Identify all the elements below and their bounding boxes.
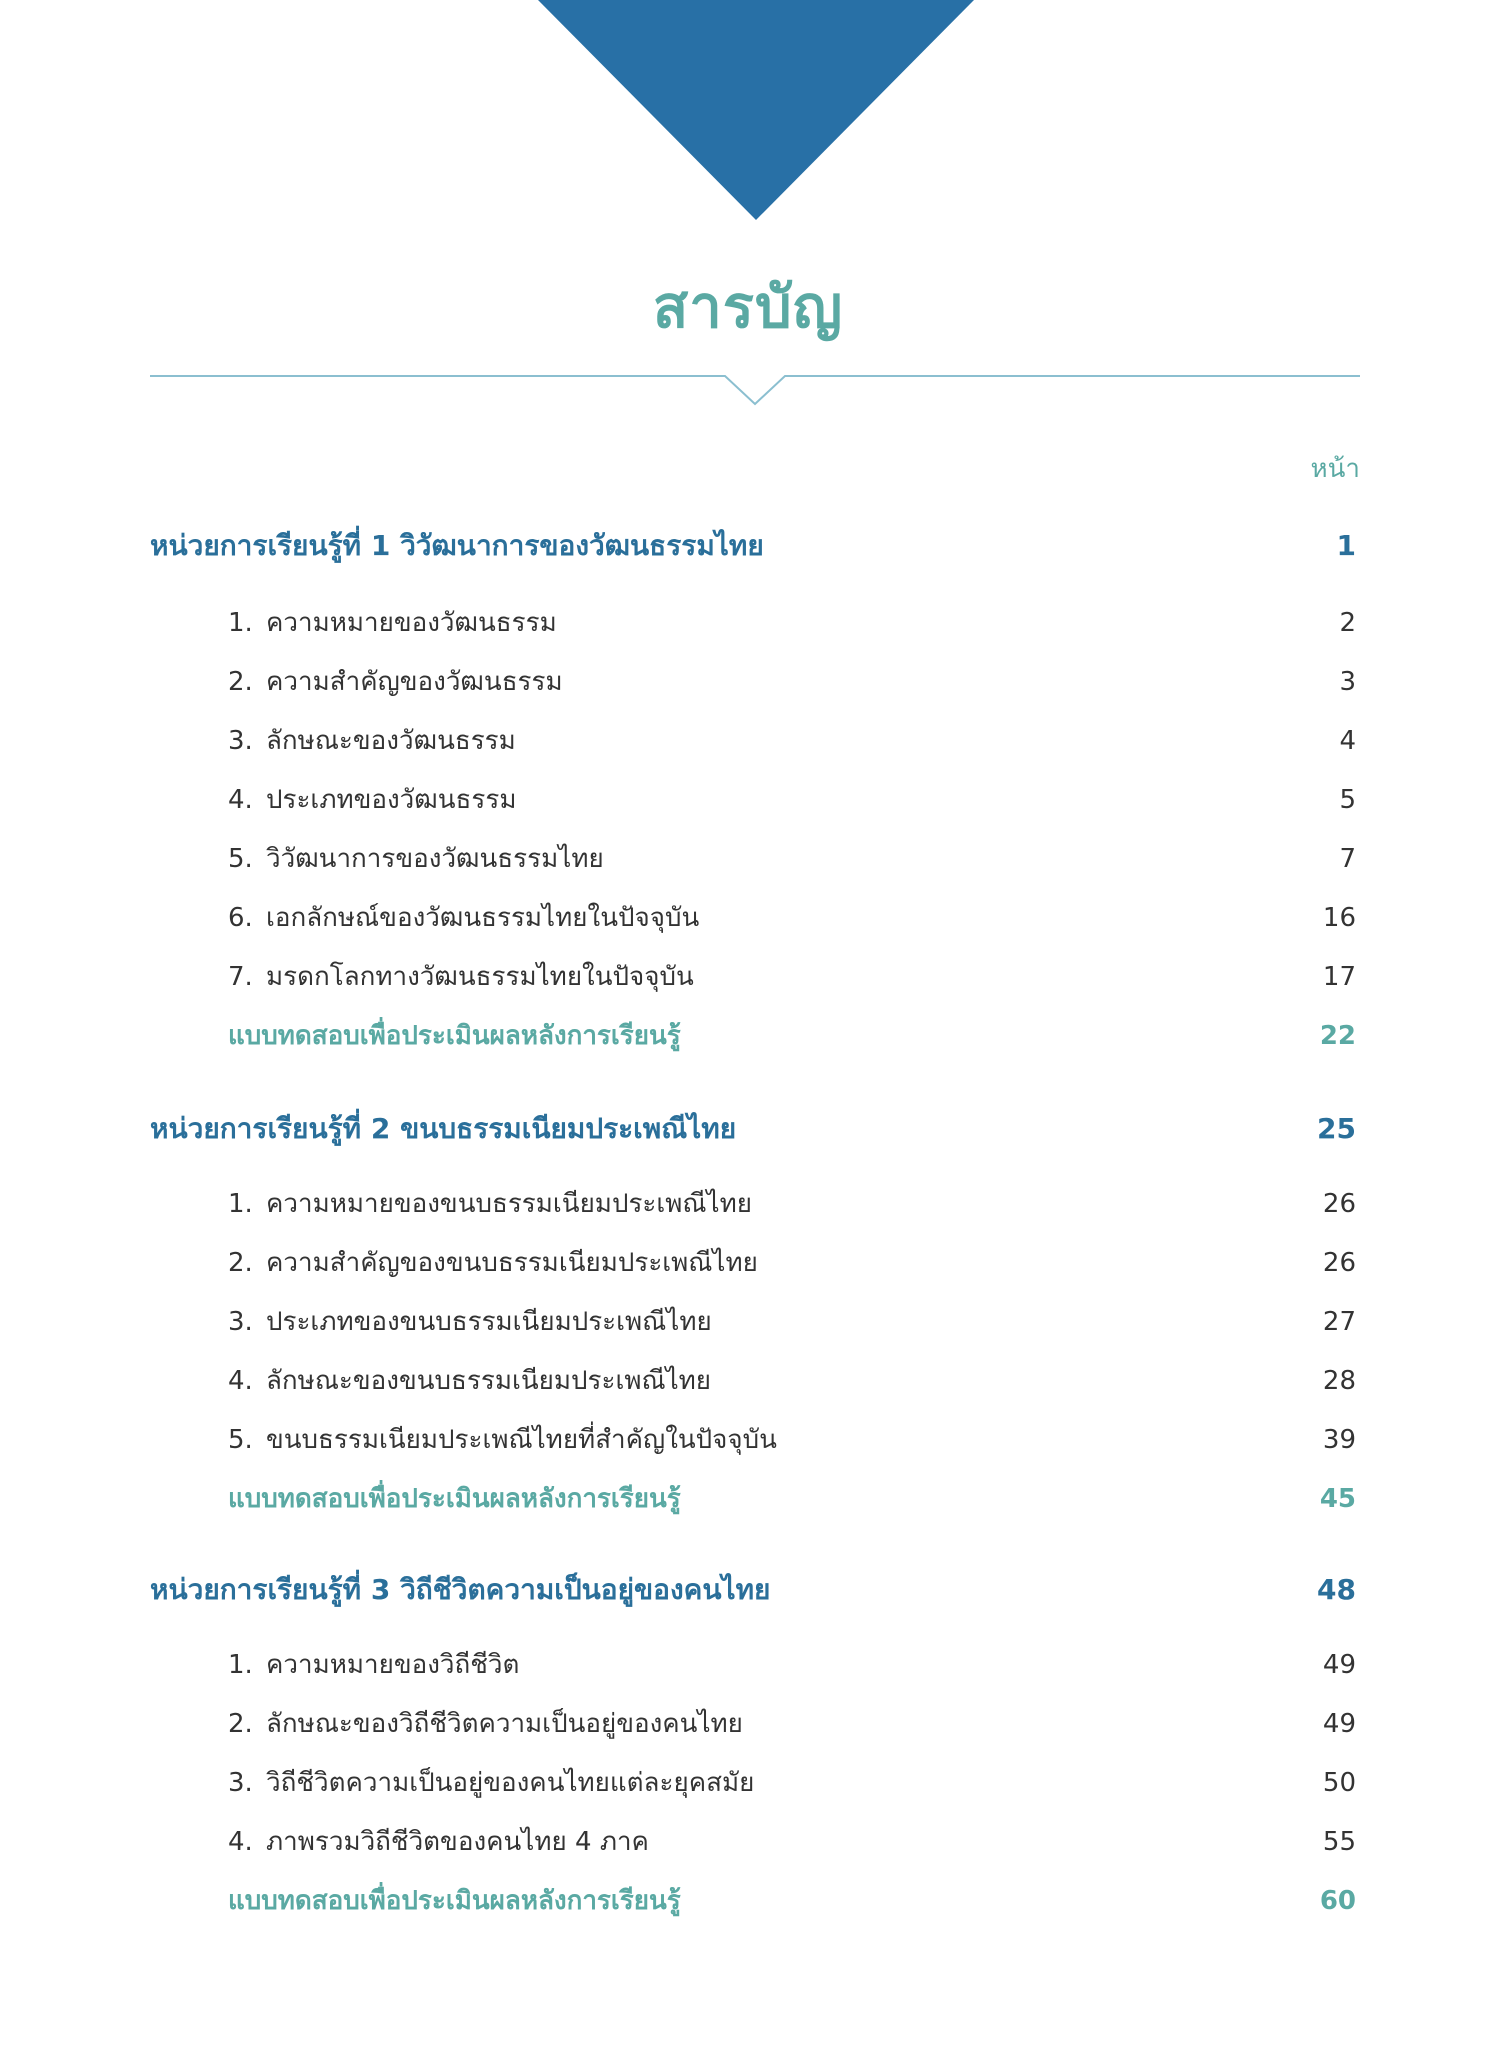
item-label: ความสำคัญของขนบธรรมเนียมประเพณีไทย: [266, 1248, 758, 1278]
toc-unit-heading[interactable]: [150, 1568, 1360, 1612]
test-page: 60: [1319, 1886, 1356, 1916]
item-number: 1.: [228, 608, 253, 638]
item-page: 50: [1322, 1768, 1356, 1798]
item-page: 7: [1339, 844, 1356, 874]
item-number: 3.: [228, 1307, 253, 1337]
title-divider: [150, 368, 1360, 408]
item-label: วิวัฒนาการของวัฒนธรรมไทย: [266, 844, 604, 874]
item-page: 17: [1322, 962, 1356, 992]
test-label: แบบทดสอบเพื่อประเมินผลหลังการเรียนรู้: [228, 1484, 681, 1514]
item-number: 2.: [228, 1248, 253, 1278]
toc-item[interactable]: [150, 1821, 1360, 1862]
toc-item[interactable]: [150, 661, 1360, 702]
item-page: 26: [1322, 1189, 1356, 1219]
unit-title: หน่วยการเรียนรู้ที่ 1 วิวัฒนาการของวัฒนธรรมไทย: [150, 529, 764, 562]
page-column-header: หน้า: [1310, 454, 1360, 484]
item-page: 55: [1322, 1827, 1356, 1857]
test-label: แบบทดสอบเพื่อประเมินผลหลังการเรียนรู้: [228, 1021, 681, 1051]
item-label: ความหมายของขนบธรรมเนียมประเพณีไทย: [266, 1189, 752, 1219]
unit-title: หน่วยการเรียนรู้ที่ 3 วิถีชีวิตความเป็นอยู่ของคนไทย: [150, 1573, 771, 1606]
item-page: 4: [1339, 726, 1356, 756]
test-page: 22: [1319, 1021, 1356, 1051]
item-number: 4.: [228, 1366, 253, 1396]
item-number: 4.: [228, 1827, 253, 1857]
toc-unit-heading[interactable]: [150, 1107, 1360, 1151]
item-label: มรดกโลกทางวัฒนธรรมไทยในปัจจุบัน: [266, 962, 694, 992]
toc-item[interactable]: [150, 779, 1360, 820]
toc-item[interactable]: [150, 897, 1360, 938]
item-label: ขนบธรรมเนียมประเพณีไทยที่สำคัญในปัจจุบัน: [266, 1425, 777, 1455]
item-label: ความสำคัญของวัฒนธรรม: [266, 667, 563, 697]
toc-item[interactable]: [150, 1762, 1360, 1803]
toc-item[interactable]: [150, 720, 1360, 761]
test-label: แบบทดสอบเพื่อประเมินผลหลังการเรียนรู้: [228, 1886, 681, 1916]
toc-item[interactable]: [150, 838, 1360, 879]
item-number: 5.: [228, 1425, 253, 1455]
toc-item[interactable]: [150, 1301, 1360, 1342]
item-page: 5: [1339, 785, 1356, 815]
toc-item[interactable]: [150, 1360, 1360, 1401]
unit-page: 48: [1317, 1573, 1356, 1606]
toc-item[interactable]: [150, 1242, 1360, 1283]
item-page: 26: [1322, 1248, 1356, 1278]
item-number: 5.: [228, 844, 253, 874]
toc-test-item[interactable]: [150, 1880, 1360, 1921]
item-label: ภาพรวมวิถีชีวิตของคนไทย 4 ภาค: [266, 1827, 649, 1857]
header-triangle-decoration: [0, 0, 1496, 230]
toc-item[interactable]: [150, 1703, 1360, 1744]
unit-page: 25: [1317, 1112, 1356, 1145]
item-page: 27: [1322, 1307, 1356, 1337]
toc-item[interactable]: [150, 1183, 1360, 1224]
page-title: สารบัญ: [652, 273, 844, 341]
item-page: 28: [1322, 1366, 1356, 1396]
toc-item[interactable]: [150, 602, 1360, 643]
item-number: 6.: [228, 903, 253, 933]
item-number: 4.: [228, 785, 253, 815]
item-page: 16: [1322, 903, 1356, 933]
item-page: 49: [1322, 1650, 1356, 1680]
item-number: 3.: [228, 726, 253, 756]
item-label: ลักษณะของวัฒนธรรม: [266, 726, 516, 756]
item-page: 2: [1339, 608, 1356, 638]
item-number: 3.: [228, 1768, 253, 1798]
item-number: 7.: [228, 962, 253, 992]
unit-page: 1: [1336, 529, 1356, 562]
toc-test-item[interactable]: [150, 1478, 1360, 1519]
test-page: 45: [1319, 1484, 1356, 1514]
toc-item[interactable]: [150, 1419, 1360, 1460]
toc-unit-heading[interactable]: [150, 524, 1360, 568]
item-page: 49: [1322, 1709, 1356, 1739]
item-label: วิถีชีวิตความเป็นอยู่ของคนไทยแต่ละยุคสมัย: [266, 1768, 755, 1798]
item-number: 2.: [228, 667, 253, 697]
item-label: ความหมายของวัฒนธรรม: [266, 608, 557, 638]
item-label: ลักษณะของวิถีชีวิตความเป็นอยู่ของคนไทย: [266, 1709, 743, 1739]
item-number: 1.: [228, 1650, 253, 1680]
item-number: 2.: [228, 1709, 253, 1739]
toc-item[interactable]: [150, 956, 1360, 997]
item-label: ประเภทของวัฒนธรรม: [266, 785, 517, 815]
item-number: 1.: [228, 1189, 253, 1219]
item-label: ความหมายของวิถีชีวิต: [266, 1650, 520, 1680]
item-label: ประเภทของขนบธรรมเนียมประเพณีไทย: [266, 1307, 712, 1337]
item-page: 3: [1339, 667, 1356, 697]
toc-item[interactable]: [150, 1644, 1360, 1685]
item-page: 39: [1322, 1425, 1356, 1455]
toc-test-item[interactable]: [150, 1015, 1360, 1056]
unit-title: หน่วยการเรียนรู้ที่ 2 ขนบธรรมเนียมประเพณีไทย: [150, 1112, 737, 1145]
item-label: เอกลักษณ์ของวัฒนธรรมไทยในปัจจุบัน: [266, 903, 700, 933]
item-label: ลักษณะของขนบธรรมเนียมประเพณีไทย: [266, 1366, 712, 1396]
